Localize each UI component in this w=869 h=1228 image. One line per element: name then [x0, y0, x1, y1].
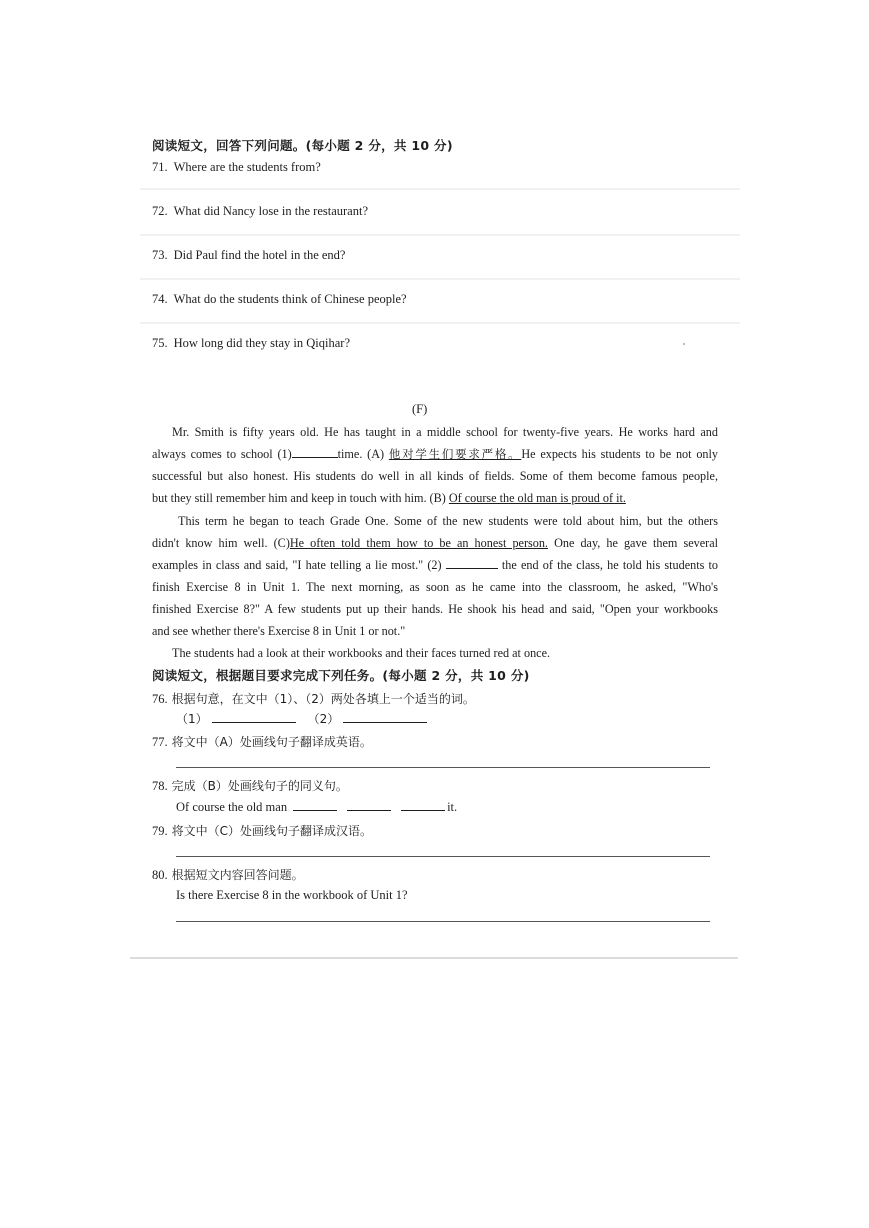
answer-blank-78-2[interactable] — [347, 799, 391, 811]
answer-line-80[interactable] — [176, 921, 710, 922]
task-text: 将文中（A）处画线句子翻译成英语。 — [171, 735, 372, 749]
passage-text: didn't know him well. (C) — [152, 536, 290, 550]
passage-line — [152, 465, 718, 487]
question-number: 72. — [152, 204, 168, 218]
underlined-sentence-b: Of course the old man is proud of it. — [448, 491, 626, 505]
task-text: 完成（B）处画线句子的同义句。 — [171, 779, 348, 793]
blank-label-2: （2） — [307, 712, 340, 726]
question-number: 74. — [152, 292, 168, 306]
question-text: Where are the students from? — [173, 160, 321, 174]
passage-line — [152, 487, 718, 509]
passage-text: but they still remember him and keep in touch with him. (B) — [152, 491, 446, 505]
passage-line — [152, 620, 718, 642]
passage-text: examples in class and said, "I hate telling a lie most." (2) — [152, 558, 442, 572]
question-number: 75. — [152, 336, 168, 350]
question-text: What do the students think of Chinese people? — [173, 292, 407, 306]
divider — [140, 278, 740, 280]
question-number: 71. — [152, 160, 168, 174]
section1-instruction: 阅读短文，回答下列问题。(每小题 2 分，共 10 分) — [152, 138, 453, 153]
divider — [140, 322, 740, 324]
question-73 — [152, 248, 345, 263]
passage-text: Mr. Smith is fifty years old. He has taught in a middle school for twenty-five years. He works hard and — [172, 425, 718, 439]
passage-line — [152, 598, 718, 620]
answer-line-79[interactable] — [176, 856, 710, 857]
divider — [140, 234, 740, 236]
divider — [140, 188, 740, 190]
blank-label-1: （1） — [176, 712, 208, 726]
question-71 — [152, 160, 321, 175]
page-bottom-divider — [130, 957, 738, 959]
scan-speck — [683, 343, 685, 345]
task-number: 76. — [152, 692, 168, 706]
question-72 — [152, 204, 368, 219]
task-78 — [152, 777, 348, 794]
passage-text: finish Exercise 8 in Unit 1. The next morning, as soon as he came into the classroom, he asked, "Who's — [152, 580, 718, 594]
passage-text: the end of the class, he told his students to — [501, 558, 718, 572]
answer-blank-2[interactable] — [343, 711, 427, 723]
passage-line — [152, 576, 718, 598]
question-text: How long did they stay in Qiqihar? — [173, 336, 350, 350]
task-76 — [152, 690, 475, 707]
passage-text: and see whether there's Exercise 8 in Unit 1 or not." — [152, 624, 406, 638]
task-80 — [152, 866, 304, 883]
question-75 — [152, 336, 350, 351]
task-number: 80. — [152, 868, 168, 882]
passage-label: (F) — [412, 402, 428, 416]
passage-text: always comes to school (1) — [152, 447, 292, 461]
task-77 — [152, 733, 372, 750]
question-text: What did Nancy lose in the restaurant? — [173, 204, 368, 218]
passage-text: One day, he gave them several — [554, 536, 718, 550]
answer-blank-78-1[interactable] — [293, 799, 337, 811]
task-text: 根据短文内容回答问题。 — [171, 868, 304, 882]
blank-2 — [446, 557, 498, 569]
sentence-start: Of course the old man — [176, 800, 288, 814]
underlined-sentence-c: He often told them how to be an honest person. — [289, 536, 548, 550]
blank-1 — [292, 446, 338, 458]
task-80-question: Is there Exercise 8 in the workbook of Unit 1? — [176, 888, 408, 902]
question-number: 73. — [152, 248, 168, 262]
passage-text: The students had a look at their workbooks and their faces turned red at once. — [172, 646, 551, 660]
answer-blank-1[interactable] — [212, 711, 296, 723]
task-79 — [152, 822, 372, 839]
answer-line-77[interactable] — [176, 767, 710, 768]
passage-line — [152, 443, 718, 465]
sentence-end: it. — [447, 800, 458, 814]
passage-text: He expects his students to be not only — [521, 447, 718, 461]
question-74 — [152, 292, 407, 307]
task-text: 根据句意，在文中（1）、（2）两处各填上一个适当的词。 — [171, 692, 475, 706]
task-76-blanks — [176, 710, 427, 727]
passage-text: finished Exercise 8?" A few students put up their hands. He shook his head and said, "Open your workbooks — [152, 602, 718, 616]
task-78-sentence — [176, 799, 457, 815]
passage-text: time. (A) — [337, 447, 385, 461]
answer-blank-78-3[interactable] — [401, 799, 445, 811]
passage-line — [152, 642, 718, 664]
passage-line — [152, 421, 718, 443]
section2-instruction: 阅读短文，根据题目要求完成下列任务。(每小题 2 分，共 10 分) — [152, 668, 530, 683]
passage-line — [152, 554, 718, 576]
passage-line — [152, 532, 718, 554]
task-number: 77. — [152, 735, 168, 749]
underlined-sentence-a: 他对学生们要求严格。 — [388, 447, 522, 461]
task-text: 将文中（C）处画线句子翻译成汉语。 — [171, 824, 373, 838]
task-number: 78. — [152, 779, 168, 793]
passage-text: This term he began to teach Grade One. Some of the new students were told about him, but the others — [178, 514, 718, 528]
question-text: Did Paul find the hotel in the end? — [173, 248, 346, 262]
passage-text: successful but also honest. His students do well in all kinds of fields. Some of them become famous people, — [152, 469, 718, 483]
passage-line — [152, 510, 718, 532]
task-number: 79. — [152, 824, 168, 838]
